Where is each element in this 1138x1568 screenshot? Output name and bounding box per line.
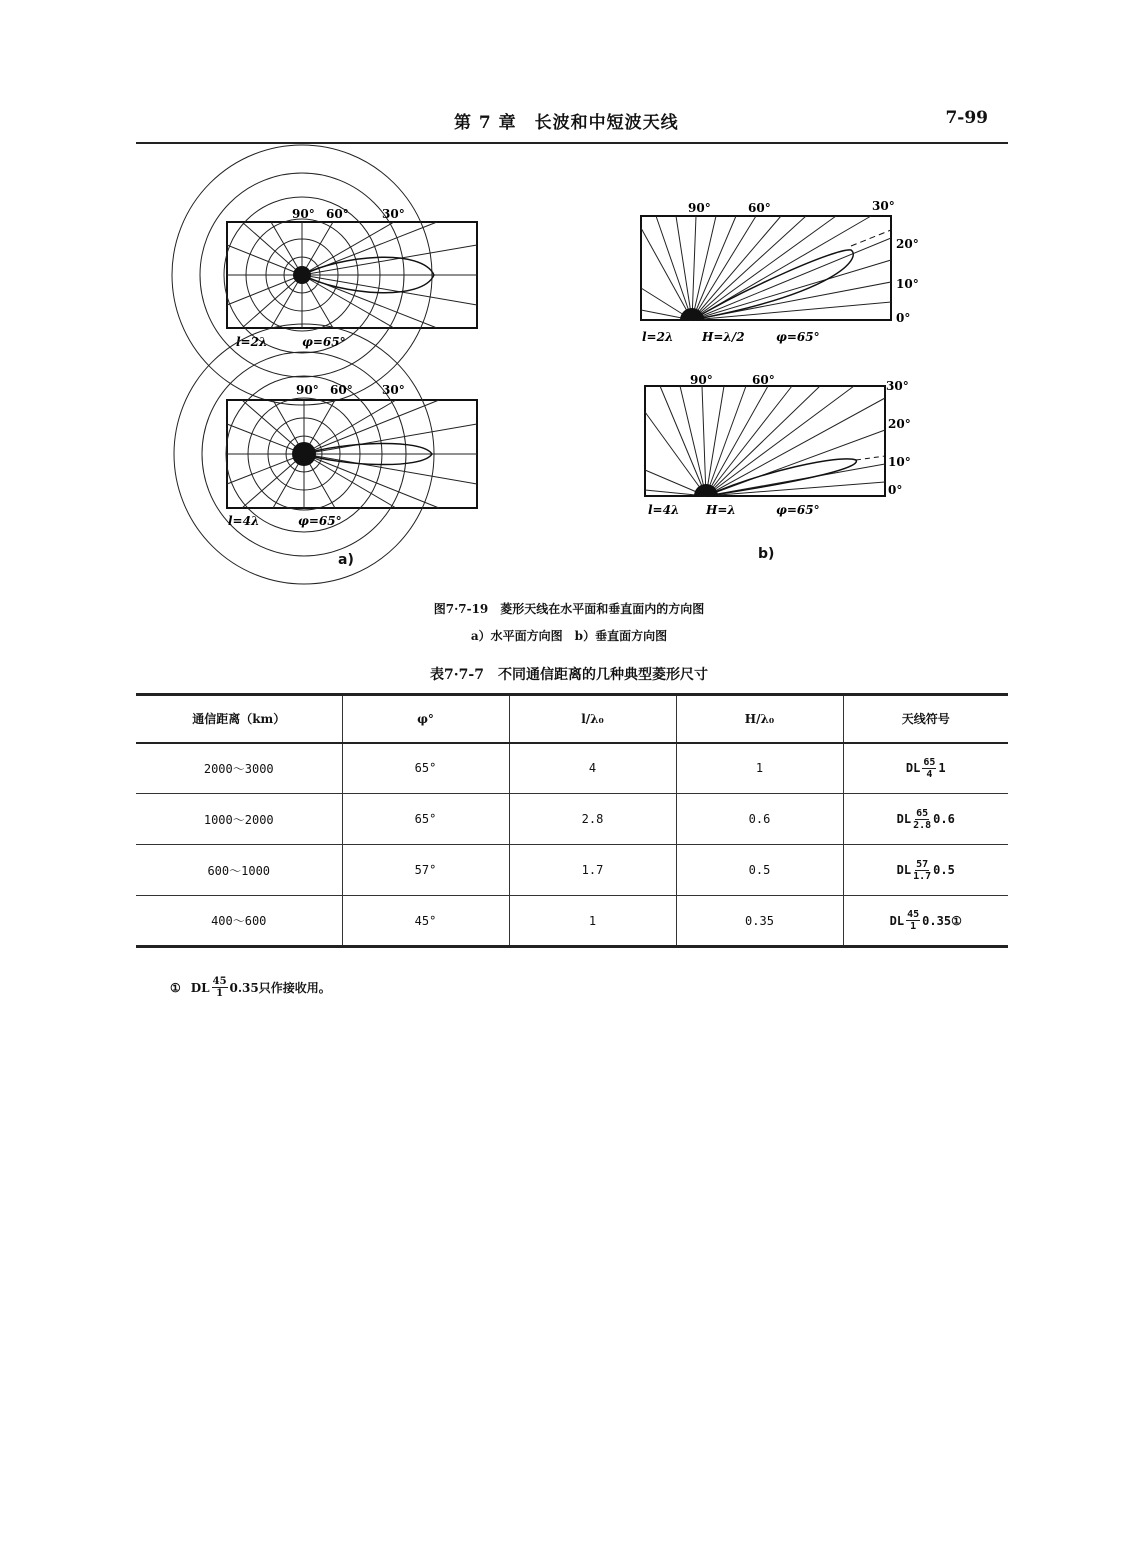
h-label: H=λ xyxy=(706,503,736,517)
page-number: 7-99 xyxy=(945,108,988,128)
cell-l: 1.7 xyxy=(509,845,676,896)
angle-90: 90° xyxy=(688,201,711,215)
cell-h: 0.5 xyxy=(676,845,843,896)
cell-l: 1 xyxy=(509,896,676,947)
table-row xyxy=(136,896,1008,947)
l-label: l=4λ xyxy=(648,503,680,517)
radial-lines xyxy=(641,216,891,320)
cell-symbol xyxy=(843,896,1008,947)
l-label: l=4λ xyxy=(228,514,260,528)
angle-10: 10° xyxy=(896,277,919,291)
h-label: H=λ/2 xyxy=(702,330,745,344)
sym-denominator: 1.7 xyxy=(913,870,932,882)
table-row xyxy=(136,845,1008,896)
angle-60: 60° xyxy=(752,373,775,387)
cell-l: 4 xyxy=(509,743,676,794)
cell-phi: 65° xyxy=(342,794,509,845)
l-label: l=2λ xyxy=(642,330,674,344)
cell-h: 1 xyxy=(676,743,843,794)
col-distance: 通信距离（km） xyxy=(192,712,286,727)
main-lobe xyxy=(692,250,853,320)
table-row xyxy=(136,794,1008,845)
cell-distance: 2000～3000 xyxy=(203,761,274,776)
sym-prefix: DL xyxy=(896,863,912,877)
page-header xyxy=(136,108,1008,144)
angle-10: 10° xyxy=(888,455,911,469)
angle-20: 20° xyxy=(896,237,919,251)
l-label: l=2λ xyxy=(236,335,268,349)
sym-prefix: DL xyxy=(889,913,905,928)
figure-a2-horizontal-pattern xyxy=(222,378,492,528)
phi-label: φ=65° xyxy=(302,335,346,349)
phi-label: φ=65° xyxy=(776,330,820,344)
cell-symbol xyxy=(843,845,1008,896)
col-l: l/λ₀ xyxy=(509,695,676,743)
figure-subcaption: a）水平面方向图 b）垂直面方向图 xyxy=(470,629,668,643)
sym-denominator: 2.8 xyxy=(913,819,932,831)
cell-distance: 600～1000 xyxy=(207,863,271,878)
cell-symbol xyxy=(843,743,1008,794)
subfigure-b-label: b) xyxy=(758,546,775,562)
figure-b2-vertical-pattern xyxy=(640,372,940,522)
angle-0: 0° xyxy=(896,311,911,325)
cell-l: 2.8 xyxy=(509,794,676,845)
angle-90: 90° xyxy=(296,383,319,397)
cell-distance: 1000～2000 xyxy=(203,812,274,827)
sym-suffix: 1 xyxy=(938,761,946,776)
cell-h: 0.35 xyxy=(676,896,843,947)
col-h: H/λ₀ xyxy=(676,695,843,743)
subfigure-a-label: a) xyxy=(338,552,354,568)
origin-mark xyxy=(293,266,311,284)
footnote-mark: ① xyxy=(170,980,181,995)
cell-phi: 45° xyxy=(342,896,509,947)
sym-denominator: 4 xyxy=(926,768,933,780)
footnote-prefix: DL xyxy=(190,980,210,995)
cell-phi: 57° xyxy=(342,845,509,896)
angle-30: 30° xyxy=(872,199,895,213)
angle-90: 90° xyxy=(690,373,713,387)
sym-numerator: 65 xyxy=(923,756,936,768)
angle-60: 60° xyxy=(748,201,771,215)
sym-prefix: DL xyxy=(896,812,912,826)
polar-grid xyxy=(172,145,477,405)
figure-b1-vertical-pattern xyxy=(636,198,936,348)
angle-30: 30° xyxy=(382,383,405,397)
footnote-numerator: 45 xyxy=(212,976,227,987)
angle-60: 60° xyxy=(330,383,353,397)
angle-90: 90° xyxy=(292,207,315,221)
angle-0: 0° xyxy=(888,483,903,497)
phi-label: φ=65° xyxy=(776,503,820,517)
sym-numerator: 65 xyxy=(916,807,929,819)
sym-numerator: 57 xyxy=(916,858,929,870)
table-row xyxy=(136,743,1008,794)
footnote-text: 0.35只作接收用。 xyxy=(229,981,331,995)
angle-30: 30° xyxy=(382,207,405,221)
sym-prefix: DL xyxy=(905,761,921,776)
footnote-denominator: 1 xyxy=(216,988,224,999)
cell-h: 0.6 xyxy=(676,794,843,845)
angle-30: 30° xyxy=(886,379,909,393)
col-symbol: 天线符号 xyxy=(843,695,1008,743)
angle-60: 60° xyxy=(326,207,349,221)
cell-phi: 65° xyxy=(342,743,509,794)
figure-a1-horizontal-pattern xyxy=(222,200,492,350)
origin-mark xyxy=(292,442,316,466)
radial-lines xyxy=(645,386,885,496)
sym-numerator: 45 xyxy=(907,909,920,920)
table-header-row xyxy=(136,695,1008,743)
table-footnote xyxy=(170,976,331,999)
col-phi: φ° xyxy=(342,695,509,743)
dimension-table xyxy=(136,693,1008,948)
table-title: 表7·7-7 不同通信距离的几种典型菱形尺寸 xyxy=(430,667,708,683)
angle-20: 20° xyxy=(888,417,911,431)
sym-suffix: 0.6 xyxy=(933,812,955,826)
chapter-title: 第 7 章 长波和中短波天线 xyxy=(454,113,679,133)
figure-caption: 图7·7-19 菱形天线在水平面和垂直面内的方向图 xyxy=(433,602,705,616)
cell-distance: 400～600 xyxy=(211,914,267,928)
sym-denominator: 1 xyxy=(910,921,917,932)
cell-symbol xyxy=(843,794,1008,845)
sym-suffix: 0.5 xyxy=(933,863,955,877)
phi-label: φ=65° xyxy=(298,514,342,528)
sym-suffix: 0.35① xyxy=(922,913,962,928)
